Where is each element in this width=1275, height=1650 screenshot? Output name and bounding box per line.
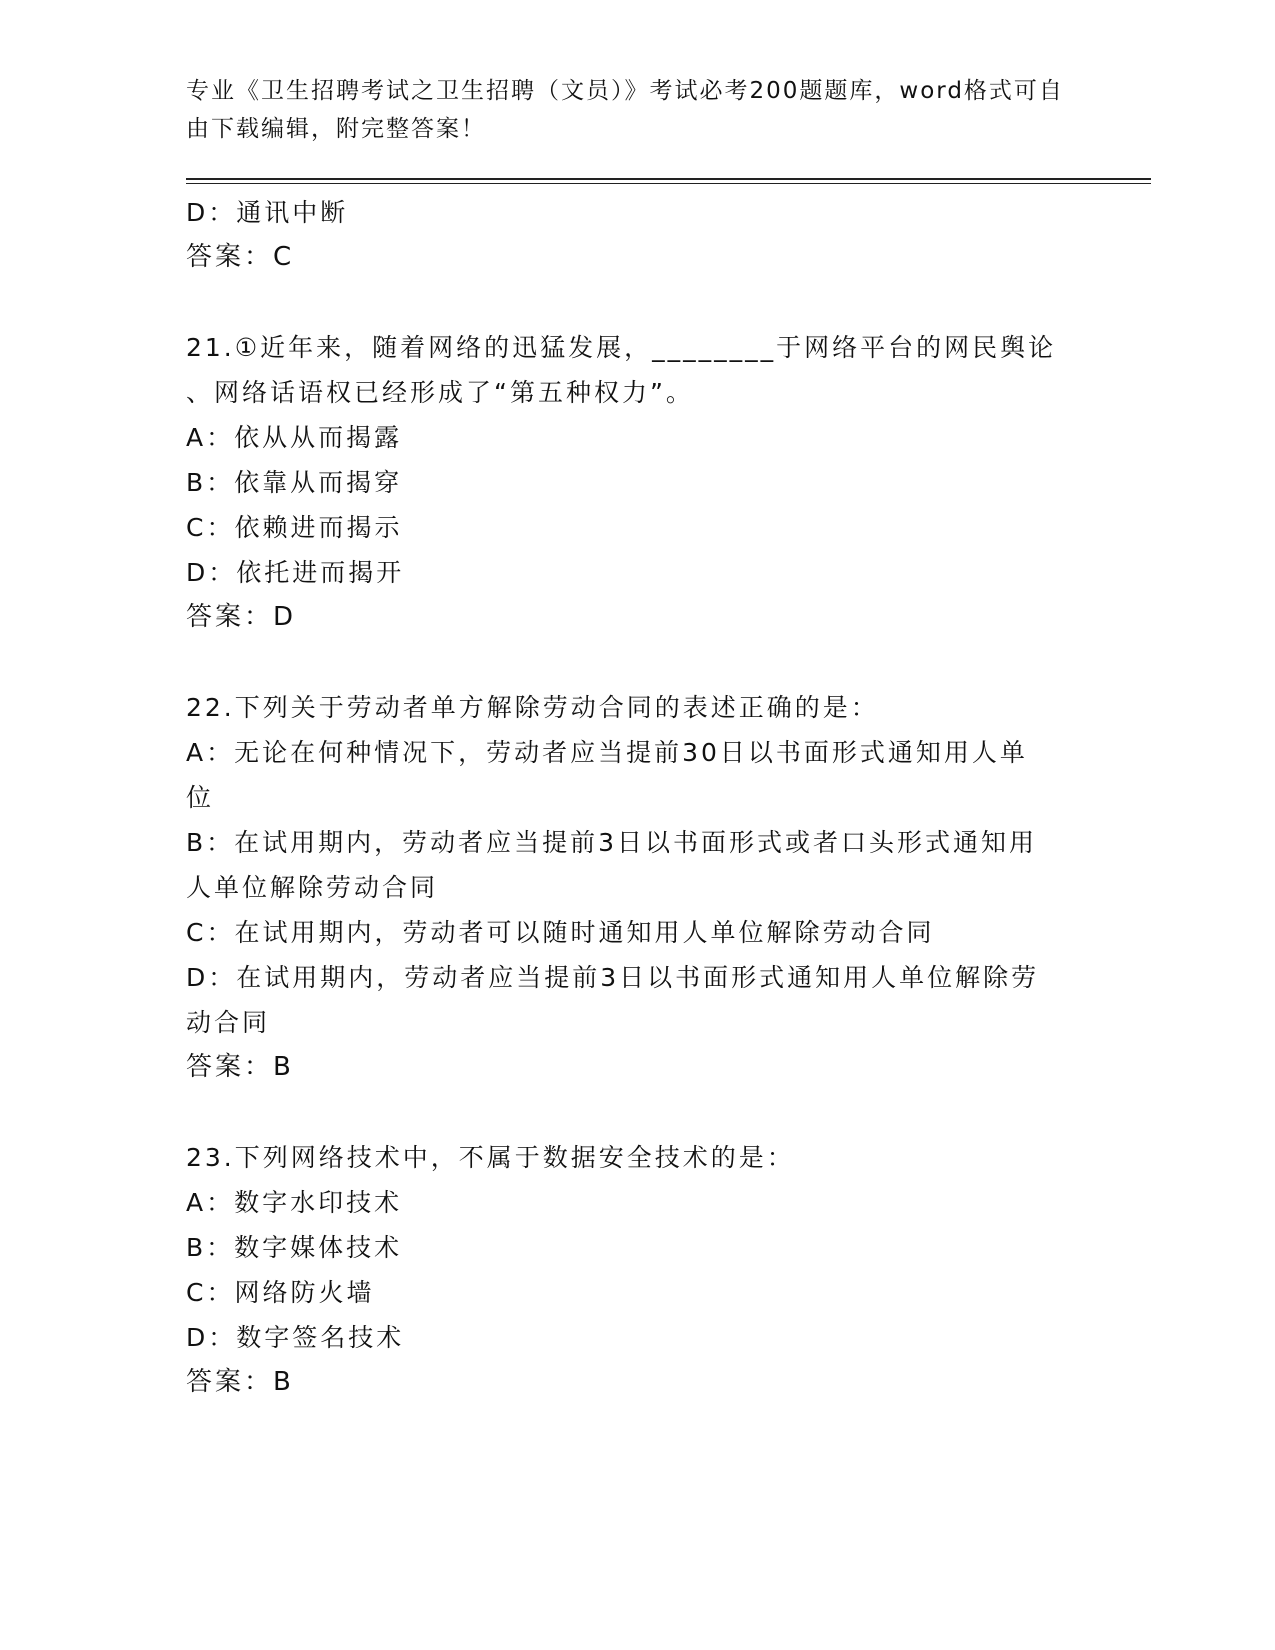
option-a: A：依从从而揭露 <box>186 423 403 452</box>
answer: 答案：B <box>186 1367 294 1397</box>
header-line-1: 专业《卫生招聘考试之卫生招聘（文员）》考试必考200题题库，word格式可自 <box>186 78 1064 104</box>
question-stem: 23.下列网络技术中，不属于数据安全技术的是： <box>186 1143 795 1172</box>
option-c: C：在试用期内，劳动者可以随时通知用人单位解除劳动合同 <box>186 918 935 947</box>
header-divider-thin <box>186 183 1151 184</box>
option-a-cont: 位 <box>186 783 215 812</box>
spacer <box>186 1090 1086 1135</box>
option-b-cont: 人单位解除劳动合同 <box>186 873 439 902</box>
option-c: C：依赖进而揭示 <box>186 513 403 542</box>
question-content <box>186 190 1086 1405</box>
option-b: B：在试用期内，劳动者应当提前3日以书面形式或者口头形式通知用 <box>186 828 1038 857</box>
prev-answer: 答案：C <box>186 242 295 272</box>
option-d: D：依托进而揭开 <box>186 558 405 587</box>
question-stem-cont: 、网络话语权已经形成了“第五种权力”。 <box>186 378 694 407</box>
question-stem: 21.①近年来，随着网络的迅猛发展，________于网络平台的网民舆论 <box>186 333 1057 362</box>
option-d-cont: 动合同 <box>186 1008 271 1037</box>
question-23 <box>186 1135 1086 1405</box>
header-line-2: 由下载编辑，附完整答案！ <box>186 116 486 142</box>
question-21 <box>186 325 1086 640</box>
question-22 <box>186 685 1086 1090</box>
option-d: D：数字签名技术 <box>186 1323 405 1352</box>
option-b: B：依靠从而揭穿 <box>186 468 403 497</box>
option-d: D：在试用期内，劳动者应当提前3日以书面形式通知用人单位解除劳 <box>186 963 1040 992</box>
question-stem: 22.下列关于劳动者单方解除劳动合同的表述正确的是： <box>186 693 879 722</box>
spacer <box>186 280 1086 325</box>
document-header <box>186 72 1066 148</box>
prev-option-d: D：通讯中断 <box>186 198 349 227</box>
header-divider-thick <box>186 178 1151 180</box>
answer: 答案：B <box>186 1052 294 1082</box>
option-b: B：数字媒体技术 <box>186 1233 403 1262</box>
option-a: A：数字水印技术 <box>186 1188 403 1217</box>
option-a: A：无论在何种情况下，劳动者应当提前30日以书面形式通知用人单 <box>186 738 1028 767</box>
answer: 答案：D <box>186 602 297 632</box>
option-c: C：网络防火墙 <box>186 1278 375 1307</box>
spacer <box>186 640 1086 685</box>
